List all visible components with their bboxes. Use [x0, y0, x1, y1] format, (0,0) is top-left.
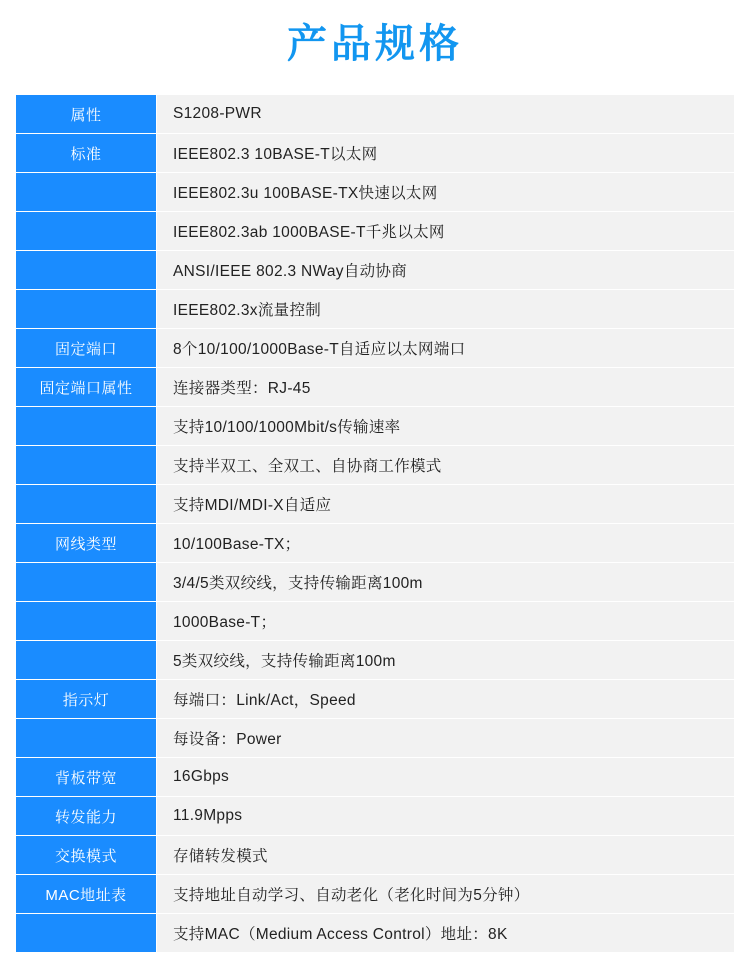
- spec-label-cell: [16, 407, 157, 446]
- spec-label-cell: 标准: [16, 134, 157, 173]
- page-title: 产品规格: [287, 22, 463, 66]
- table-row: [16, 641, 735, 680]
- table-row: [16, 290, 735, 329]
- table-row: [16, 836, 735, 875]
- spec-label-cell: [16, 290, 157, 329]
- table-row: [16, 407, 735, 446]
- table-row: [16, 563, 735, 602]
- spec-label-cell: 指示灯: [16, 680, 157, 719]
- spec-value-cell: IEEE802.3ab 1000BASE-T千兆以太网: [157, 212, 735, 251]
- table-row: [16, 368, 735, 407]
- spec-value-cell: 支持MAC（Medium Access Control）地址：8K: [157, 914, 735, 953]
- spec-value-cell: 支持半双工、全双工、自协商工作模式: [157, 446, 735, 485]
- spec-value-cell: 5类双绞线，支持传输距离100m: [157, 641, 735, 680]
- table-row: [16, 251, 735, 290]
- spec-value-cell: 3/4/5类双绞线，支持传输距离100m: [157, 563, 735, 602]
- spec-label-cell: [16, 485, 157, 524]
- spec-value-cell: 支持地址自动学习、自动老化（老化时间为5分钟）: [157, 875, 735, 914]
- table-row: [16, 524, 735, 563]
- spec-value-cell: 每设备：Power: [157, 719, 735, 758]
- spec-label-cell: [16, 914, 157, 953]
- spec-label-cell: [16, 602, 157, 641]
- spec-label-cell: [16, 212, 157, 251]
- spec-value-cell: 16Gbps: [157, 758, 735, 797]
- spec-value-cell: 8个10/100/1000Base-T自适应以太网端口: [157, 329, 735, 368]
- table-row: [16, 485, 735, 524]
- table-row: [16, 680, 735, 719]
- spec-table-body: [16, 95, 735, 953]
- table-row: [16, 875, 735, 914]
- spec-label-cell: [16, 563, 157, 602]
- spec-label-cell: [16, 251, 157, 290]
- spec-label-cell: 背板带宽: [16, 758, 157, 797]
- table-row: [16, 602, 735, 641]
- spec-table: [15, 94, 735, 953]
- table-row: [16, 758, 735, 797]
- table-row: [16, 173, 735, 212]
- spec-label-cell: 固定端口属性: [16, 368, 157, 407]
- spec-label-cell: MAC地址表: [16, 875, 157, 914]
- spec-value-cell: 支持MDI/MDI-X自适应: [157, 485, 735, 524]
- spec-value-cell: 1000Base-T；: [157, 602, 735, 641]
- spec-label-cell: 固定端口: [16, 329, 157, 368]
- spec-value-cell: IEEE802.3u 100BASE-TX快速以太网: [157, 173, 735, 212]
- spec-value-cell: 存储转发模式: [157, 836, 735, 875]
- spec-label-cell: [16, 446, 157, 485]
- table-row: [16, 134, 735, 173]
- table-row: [16, 446, 735, 485]
- table-row: [16, 329, 735, 368]
- spec-value-cell: 每端口：Link/Act，Speed: [157, 680, 735, 719]
- spec-value-cell: 支持10/100/1000Mbit/s传输速率: [157, 407, 735, 446]
- spec-value-cell: S1208-PWR: [157, 95, 735, 134]
- spec-label-cell: 属性: [16, 95, 157, 134]
- spec-label-cell: 网线类型: [16, 524, 157, 563]
- spec-value-cell: 10/100Base-TX；: [157, 524, 735, 563]
- spec-value-cell: 11.9Mpps: [157, 797, 735, 836]
- table-row: [16, 212, 735, 251]
- table-row: [16, 914, 735, 953]
- spec-label-cell: 交换模式: [16, 836, 157, 875]
- table-row: [16, 797, 735, 836]
- spec-value-cell: 连接器类型：RJ-45: [157, 368, 735, 407]
- spec-value-cell: IEEE802.3 10BASE-T以太网: [157, 134, 735, 173]
- spec-value-cell: IEEE802.3x流量控制: [157, 290, 735, 329]
- table-row: [16, 95, 735, 134]
- table-row: [16, 719, 735, 758]
- spec-label-cell: [16, 173, 157, 212]
- spec-value-cell: ANSI/IEEE 802.3 NWay自动协商: [157, 251, 735, 290]
- spec-label-cell: [16, 719, 157, 758]
- spec-label-cell: 转发能力: [16, 797, 157, 836]
- spec-label-cell: [16, 641, 157, 680]
